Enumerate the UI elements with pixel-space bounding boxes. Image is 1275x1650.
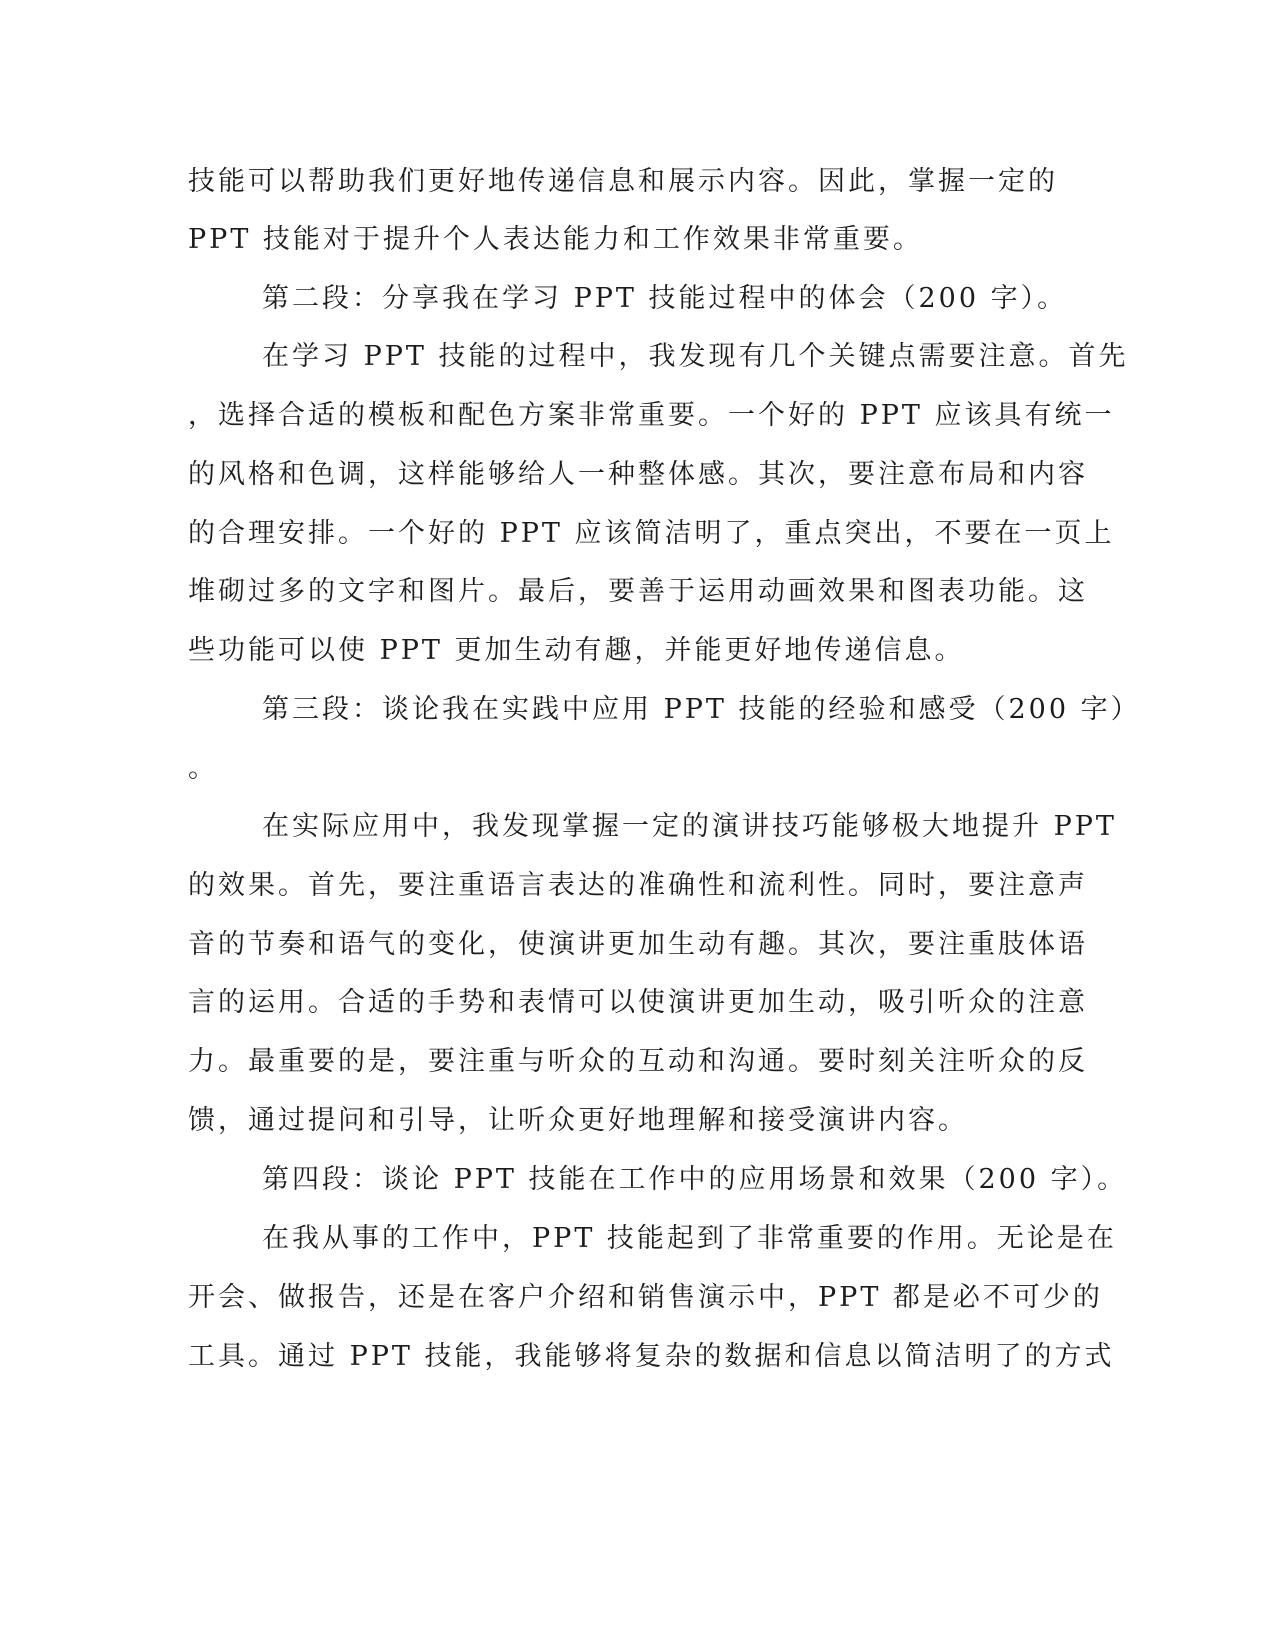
text-line: 工具。通过 PPT 技能，我能够将复杂的数据和信息以简洁明了的方式 (188, 1341, 1115, 1372)
text-line: 些功能可以使 PPT 更加生动有趣，并能更好地传递信息。 (188, 635, 965, 666)
text-line: 堆砌过多的文字和图片。最后，要善于运用动画效果和图表功能。这 (188, 576, 1088, 607)
text-line: ，选择合适的模板和配色方案非常重要。一个好的 PPT 应该具有统一 (188, 400, 1115, 431)
text-line: 在我从事的工作中，PPT 技能起到了非常重要的作用。无论是在 (262, 1223, 1117, 1254)
text-line: PPT 技能对于提升个人表达能力和工作效果非常重要。 (188, 224, 923, 255)
text-line: 音的节奏和语气的变化，使演讲更加生动有趣。其次，要注重肢体语 (188, 929, 1088, 960)
text-line: 力。最重要的是，要注重与听众的互动和沟通。要时刻关注听众的反 (188, 1046, 1088, 1077)
text-line: 。 (188, 753, 218, 784)
section-heading: 第四段：谈论 PPT 技能在工作中的应用场景和效果（200 字）。 (262, 1164, 1128, 1195)
text-line: 在学习 PPT 技能的过程中，我发现有几个关键点需要注意。首先 (262, 341, 1129, 372)
text-line: 的效果。首先，要注重语言表达的准确性和流利性。同时，要注意声 (188, 870, 1088, 901)
text-line: 言的运用。合适的手势和表情可以使演讲更加生动，吸引听众的注意 (188, 987, 1088, 1018)
text-line: 在实际应用中，我发现掌握一定的演讲技巧能够极大地提升 PPT (262, 811, 1117, 842)
text-line: 的风格和色调，这样能够给人一种整体感。其次，要注意布局和内容 (188, 459, 1088, 490)
text-line: 馈，通过提问和引导，让听众更好地理解和接受演讲内容。 (188, 1105, 968, 1136)
text-line: 的合理安排。一个好的 PPT 应该简洁明了，重点突出，不要在一页上 (188, 518, 1115, 549)
text-line: 开会、做报告，还是在客户介绍和销售演示中，PPT 都是必不可少的 (188, 1282, 1103, 1313)
text-line: 技能可以帮助我们更好地传递信息和展示内容。因此，掌握一定的 (188, 166, 1058, 197)
section-heading: 第三段：谈论我在实践中应用 PPT 技能的经验和感受（200 字） (262, 694, 1141, 725)
section-heading: 第二段：分享我在学习 PPT 技能过程中的体会（200 字）。 (262, 283, 1068, 314)
